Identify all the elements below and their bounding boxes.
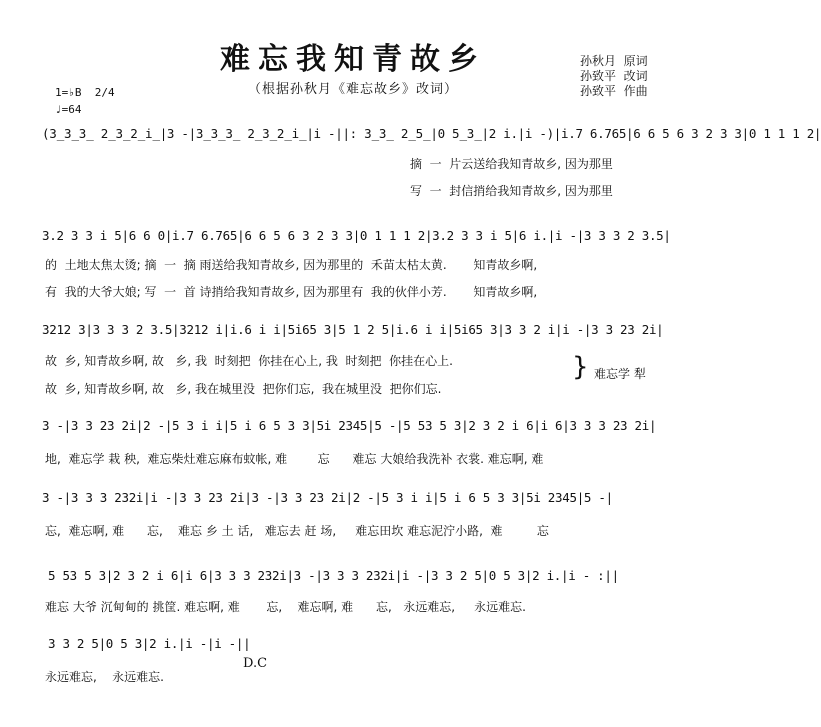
tempo-marking: ♩=64 — [55, 103, 82, 116]
side-note: 难忘学 犁 — [594, 367, 646, 381]
credit-lyricist: 孙秋月 原词 — [580, 54, 648, 68]
song-title: 难忘我知青故乡 — [220, 42, 486, 77]
notation-line: 5 53 5 3|2 3 2 i 6|i 6|3 3 3 232i|3 -|3 3 3 232i|i -|3 3 2 5|0 5 3|2 i.|i - :|| — [48, 568, 619, 583]
lyric-line: 的 土地太焦太烫; 摘 一 摘 雨送给我知青故乡, 因为那里的 禾苗太枯太黄. 知青故乡啊, — [45, 258, 538, 272]
notation-line: 3 -|3 3 3 232i|i -|3 3 23 2i|3 -|3 3 23 2i|2 -|5 3 i i|5 i 6 5 3 3|5i 2345|5 -| — [42, 490, 613, 505]
notation-line: (3̲3̲3̲ 2̲3̲2̲i̲|3 -|3̲3̲3̲ 2̲3̲2̲i̲|i -||: 3̲3̲ 2̲5̲|0 5̲3̲|2 i.|i -)|i.7 6.765|6 6 5 6 3 2 3 3|0 1 1 1 2| — [42, 126, 821, 141]
notation-line: 3 3 2 5|0 5 3|2 i.|i -|i -|| — [48, 636, 251, 651]
credit-reviser: 孙致平 改词 — [580, 69, 648, 83]
lyric-line: 摘 一 片云送给我知青故乡, 因为那里 — [410, 157, 613, 171]
song-subtitle: （根据孙秋月《难忘故乡》改词） — [247, 82, 458, 97]
lyric-line: 难忘 大爷 沉甸甸的 挑筐. 难忘啊, 难 忘, 难忘啊, 难 忘, 永远难忘, 永远难忘. — [45, 600, 526, 614]
dc-marking: D.C — [243, 656, 268, 671]
credit-composer: 孙致平 作曲 — [580, 84, 648, 98]
lyric-line: 地, 难忘学 栽 秧, 难忘柴灶难忘麻布蚊帐, 难 忘 难忘 大娘给我洗补 衣裳. 难忘啊, 难 — [45, 452, 544, 466]
key-signature: 1=♭B 2/4 — [55, 86, 115, 99]
lyric-line: 有 我的大爷大娘; 写 一 首 诗捎给我知青故乡, 因为那里有 我的伙伴小芳. 知青故乡啊, — [45, 285, 538, 299]
lyric-line: 故 乡, 知青故乡啊, 故 乡, 我在城里没 把你们忘, 我在城里没 把你们忘. — [45, 382, 442, 396]
lyric-line: 永远难忘, 永远难忘. — [45, 670, 164, 684]
lyric-line: 写 一 封信捎给我知青故乡, 因为那里 — [410, 184, 613, 198]
lyric-line: 故 乡, 知青故乡啊, 故 乡, 我 时刻把 你挂在心上, 我 时刻把 你挂在心上. — [45, 354, 453, 368]
notation-line: 3.2 3 3 i 5|6 6 0|i.7 6.765|6 6 5 6 3 2 3 3|0 1 1 1 2|3.2 3 3 i 5|6 i.|i -|3 3 3 2 3.5| — [42, 228, 671, 243]
notation-line: 3212 3|3 3 3 2 3.5|3212 i|i.6 i i|5i65 3|5 1 2 5|i.6 i i|5i65 3|3 3 2 i|i -|3 3 23 2i| — [42, 322, 664, 337]
lyric-line: 忘, 难忘啊, 难 忘, 难忘 乡 土 话, 难忘去 赶 场, 难忘田坎 难忘泥泞小路, 难 忘 — [45, 524, 549, 538]
brace-symbol: } — [572, 352, 589, 382]
notation-line: 3 -|3 3 23 2i|2 -|5 3 i i|5 i 6 5 3 3|5i 2345|5 -|5 53 5 3|2 3 2 i 6|i 6|3 3 3 23 2i| — [42, 418, 657, 433]
